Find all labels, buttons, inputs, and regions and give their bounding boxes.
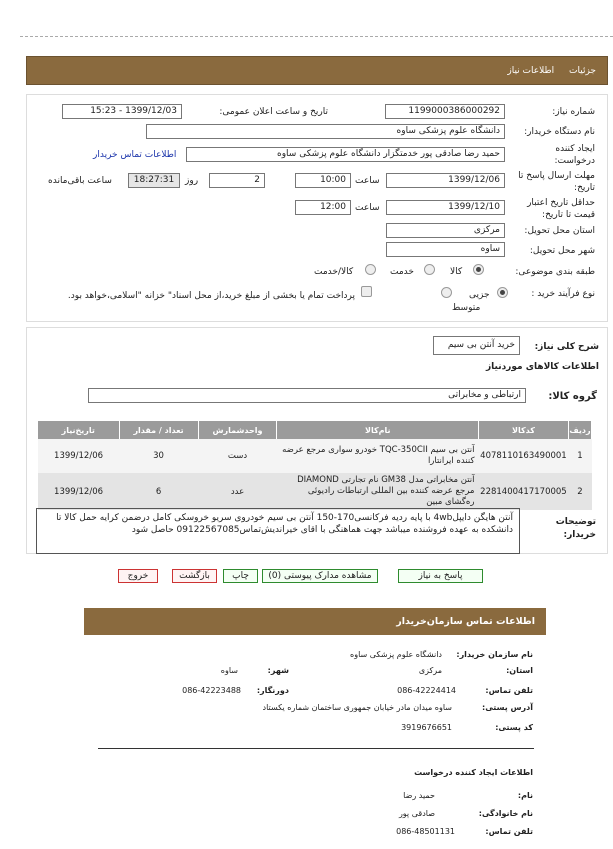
radio-service-label: خدمت (390, 267, 414, 277)
buyer-name-field[interactable]: دانشگاه علوم پزشکی ساوه (146, 124, 505, 139)
cell-unit: دست (227, 451, 248, 461)
category-label: طبقه بندی موضوعی: (515, 267, 595, 277)
exit-button[interactable]: خروج (118, 569, 158, 583)
city-field[interactable]: ساوه (386, 242, 505, 257)
remain-label: ساعت باقی‌مانده (48, 176, 112, 186)
contact-fax: 086-42223488 (182, 686, 241, 695)
contact-divider (98, 748, 534, 749)
creator-last: صادقی پور (398, 809, 435, 818)
col-row: ردیف (568, 421, 591, 439)
creator-phone: 086-48501131 (396, 827, 455, 836)
contact-org: دانشگاه علوم پزشکی ساوه (350, 650, 442, 659)
days-label: روز (185, 176, 199, 186)
cell-date: 1399/12/06 (54, 451, 104, 461)
radio-goods-service-label: کالا/خدمت (314, 267, 354, 277)
goods-group-field[interactable]: ارتباطی و مخابراتی (88, 388, 526, 403)
goods-info-title: اطلاعات کالاهای موردنیاز (485, 362, 599, 372)
need-number-label: شماره نیاز: (552, 107, 595, 117)
cell-code: 4078110163490001 (480, 451, 567, 461)
days-field[interactable]: 2 (209, 173, 265, 188)
cell-name: آنتن مخابراتی مدل GM38 نام تجارتی DIAMOND مرجع عرضه کننده بین المللی ارتباطات رادیوئی ره‌گشای مبین (297, 475, 475, 507)
cell-qty: 6 (155, 486, 162, 497)
summary-field[interactable]: خرید آنتن بی سیم (433, 336, 520, 355)
back-button[interactable]: بازگشت (172, 569, 217, 583)
contact-org-label: نام سازمان خریدار: (456, 650, 533, 659)
notes-label: توضیحات خریدار: (555, 517, 596, 540)
cell-code: 2281400417170005 (480, 486, 567, 497)
contact-title: اطلاعات تماس سازمان‌خریدار (396, 616, 535, 627)
buyer-name-label: نام دستگاه خریدار: (524, 127, 595, 137)
print-button[interactable]: چاپ (223, 569, 258, 583)
contact-phone-label: تلفن تماس: (485, 686, 533, 695)
table-row[interactable] (38, 473, 592, 510)
creator-label: ایجاد کننده درخواست: (554, 144, 595, 166)
buyer-contact-link[interactable]: اطلاعات تماس خریدار (93, 150, 177, 160)
validity-label: حداقل تاریخ اعتبار قیمت تا تاریخ: (527, 198, 595, 220)
header-tabs (507, 66, 596, 76)
need-number-field[interactable]: 1199000386000292 (385, 104, 505, 119)
province-field[interactable]: مرکزی (386, 223, 505, 238)
creator-info-title: اطلاعات ایجاد کننده درخواست (414, 768, 533, 777)
notes-box: آنتن هایگن دایپل4wb با پایه ردیه فرکانسی170-150 آنتن بی سیم خودروی سریو خروسکی کامل درضمن کرایه حمل کالا تا دانشکده به عهده فروشنده میباشد جهت هماهنگی با اقای خیراندیش‌تماس09122567085 حاصل شود (36, 508, 520, 554)
goods-table (38, 421, 592, 510)
cell-qty: 30 (153, 451, 164, 461)
deadline-date-field[interactable]: 1399/12/06 (386, 173, 505, 188)
contact-address: ساوه میدان مادر خیابان جمهوری ساختمان شماره یکستاد (262, 703, 452, 712)
validity-date-field[interactable]: 1399/12/10 (386, 200, 505, 215)
tab-need-info[interactable]: اطلاعات نیاز (507, 66, 555, 76)
radio-partial[interactable] (497, 287, 508, 298)
contact-city: ساوه (220, 666, 238, 675)
page-top-rule (20, 36, 613, 37)
col-code: کدکالا (479, 421, 569, 439)
validity-time-label: ساعت (355, 203, 380, 213)
deadline-time-field[interactable]: 10:00 (295, 173, 351, 188)
radio-medium[interactable] (441, 287, 452, 298)
cell-row: 2 (577, 486, 583, 497)
contact-city-label: شهر: (267, 666, 289, 675)
radio-service[interactable] (424, 264, 435, 275)
creator-last-label: نام خانوادگی: (478, 809, 533, 818)
treasury-note: پرداخت تمام یا بخشی از مبلغ خرید،از محل اسناد" خزانه "اسلامی،خواهد بود. (67, 291, 355, 301)
province-label: استان محل تحویل: (524, 226, 595, 236)
cell-date: 1399/12/06 (54, 486, 104, 497)
treasury-checkbox[interactable] (361, 286, 372, 297)
view-docs-button[interactable]: مشاهده مدارک پیوستی (0) (262, 569, 378, 583)
deadline-label: مهلت ارسال پاسخ تا تاریخ: (518, 171, 595, 193)
creator-first: حمید رضا (403, 791, 435, 800)
radio-medium-label: متوسط (452, 303, 481, 313)
contact-postal: 3919676651 (401, 723, 452, 732)
creator-phone-label: تلفن تماس: (485, 827, 533, 836)
contact-province: مرکزی (418, 666, 442, 675)
announce-label: تاریخ و ساعت اعلان عمومی: (219, 107, 328, 117)
radio-goods-service[interactable] (365, 264, 376, 275)
validity-time-field[interactable]: 12:00 (295, 200, 351, 215)
radio-partial-label: جزیی (469, 290, 490, 300)
radio-goods[interactable] (473, 264, 484, 275)
radio-goods-label: کالا (450, 267, 463, 277)
remain-time-field: 18:27:31 (128, 173, 180, 188)
table-row[interactable] (38, 439, 592, 473)
summary-label: شرح کلی نیاز: (534, 342, 599, 352)
contact-address-label: آدرس پستی: (482, 703, 533, 712)
contact-province-label: استان: (506, 666, 533, 675)
creator-first-label: نام: (517, 791, 533, 800)
col-unit: واحدشمارش (198, 421, 277, 439)
reply-button[interactable]: پاسخ به نیاز (398, 569, 483, 583)
goods-group-label: گروه کالا: (548, 391, 597, 402)
col-qty: تعداد / مقدار (119, 421, 198, 439)
cell-name: آنتن بی سیم TQC-350CII خودرو سواری مرجع عرضه کننده ایرانتارا (282, 445, 475, 466)
col-date: تاریخ‌نیاز (38, 421, 119, 439)
creator-field[interactable]: حمید رضا صادقی پور خدمتگزار دانشگاه علوم پزشکی ساوه (186, 147, 505, 162)
cell-unit: عدد (230, 486, 245, 497)
announce-field[interactable]: 1399/12/03 - 15:23 (62, 104, 182, 119)
cell-row: 1 (577, 451, 583, 461)
city-label: شهر محل تحویل: (529, 246, 595, 256)
contact-fax-label: دورنگار: (256, 686, 289, 695)
contact-phone: 086-42224414 (397, 686, 456, 695)
tab-details[interactable]: جزئیات (569, 66, 596, 76)
process-label: نوع فرآیند خرید : (531, 289, 595, 299)
deadline-time-label: ساعت (355, 176, 380, 186)
col-name: نام‌کالا (277, 421, 479, 439)
contact-postal-label: کد پستی: (495, 723, 533, 732)
